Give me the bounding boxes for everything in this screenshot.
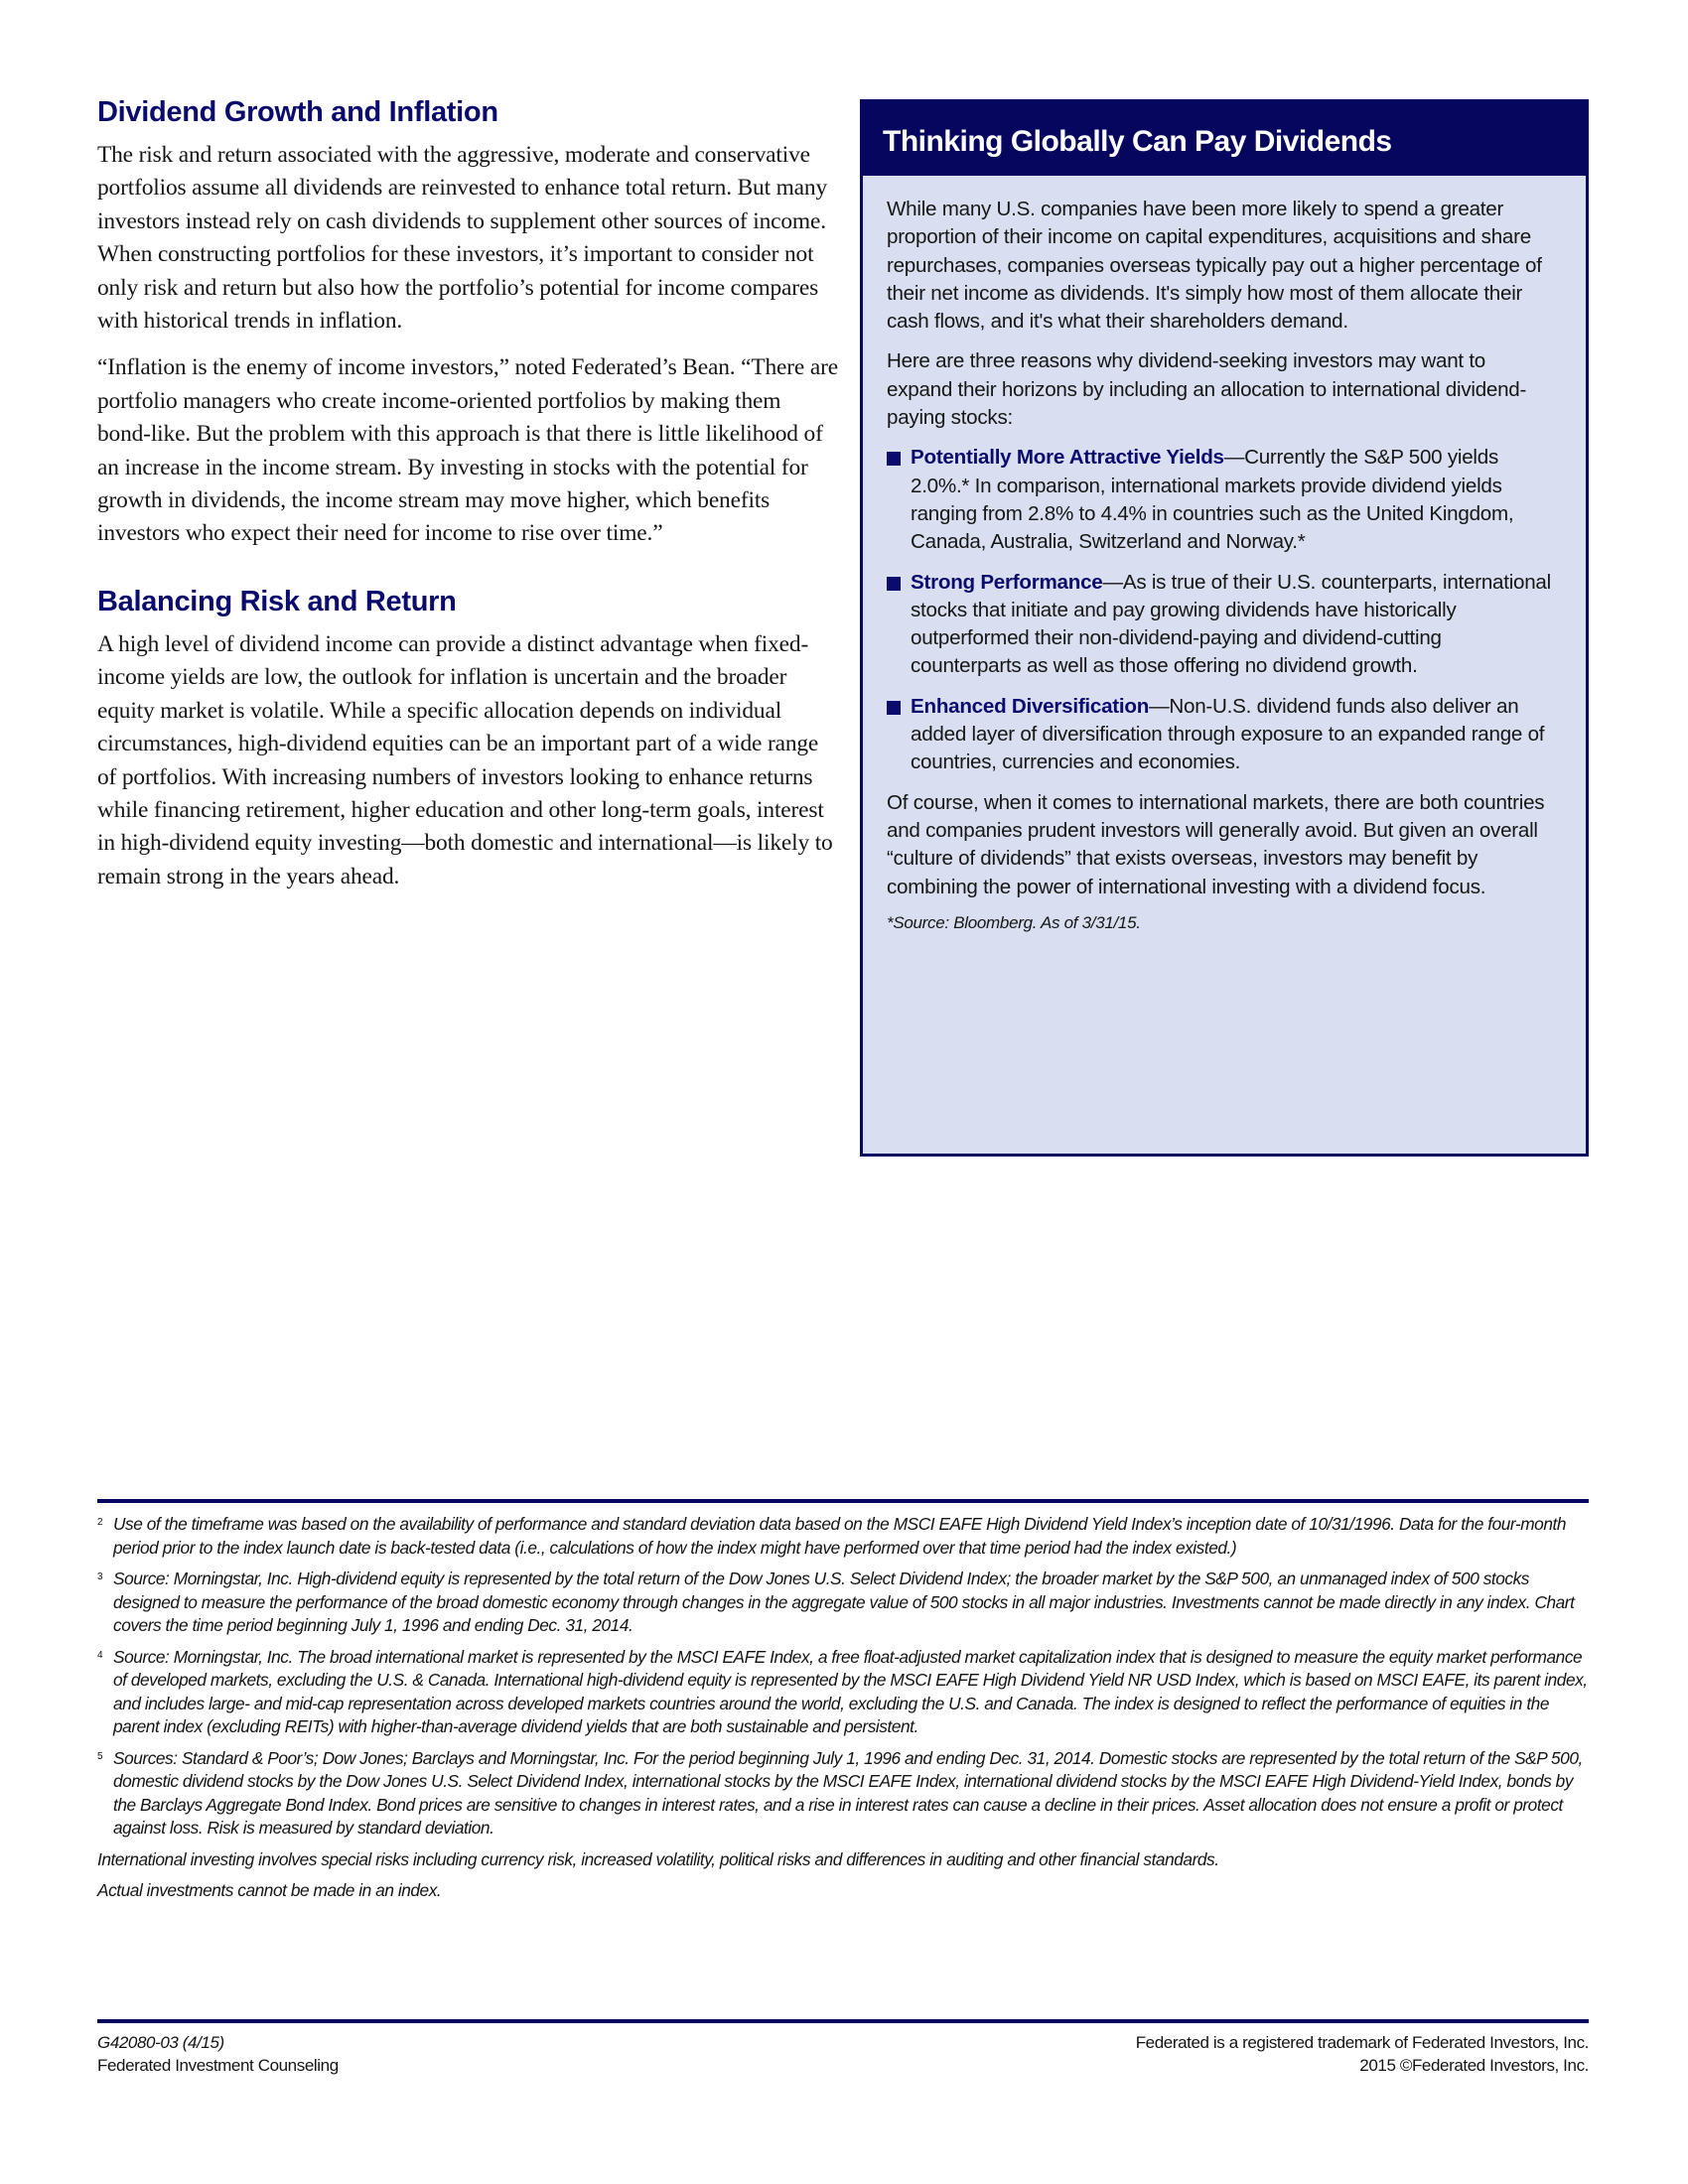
square-bullet-icon bbox=[887, 577, 901, 591]
footer-right bbox=[1136, 2031, 1589, 2077]
footnote-text: Source: Morningstar, Inc. High-dividend equity is represented by the total return of the Dow Jones U.S. Select Dividend Index; the broader market by the S&P 500, an unmanaged index of 500 stocks designed to measure the performance of the broad domestic economy through changes in the aggregate value of 500 stocks in all major industries. Investments cannot be made directly in any index. Chart covers the time period beginning July 1, 1996 and ending Dec. 31, 2014. bbox=[113, 1569, 1575, 1635]
company-name: Federated Investment Counseling bbox=[97, 2056, 339, 2075]
body-paragraph: A high level of dividend income can provide a distinct advantage when fixed-income yields are low, the outlook for inflation is uncertain and the broader equity market is volatile. While a specific allocation depends on individual circumstances, high-dividend equities can be an important part of a wide range of portfolios. With increasing numbers of investors looking to enhance returns while financing retirement, higher education and other long-term goals, interest in high-dividend equity investing—both domestic and international—is likely to remain strong in the years ahead. bbox=[97, 630, 833, 889]
sidebar-lead-in: Here are three reasons why dividend-seeking investors may want to expand their horizons by including an allocation to international dividend-paying stocks: bbox=[887, 349, 1527, 430]
footer-top-divider bbox=[97, 2019, 1589, 2023]
sidebar-bullet-item bbox=[887, 693, 1556, 777]
body-paragraph-quote: “Inflation is the enemy of income investors,” noted Federated’s Bean. “There are portfolio managers who create income-oriented portfolios by making them bond-like. But the problem with this approach is that there is little likelihood of an increase in the income stream. By investing in stocks with the potential for growth in dividends, the income stream may move higher, which benefits investors who expect their need for income to rise over time.” bbox=[97, 354, 838, 547]
bullet-title: Strong Performance bbox=[911, 570, 1103, 594]
page-footer bbox=[97, 2031, 1589, 2077]
bullet-text: —Currently the S&P 500 yields 2.0%.* In comparison, international markets provide dividend yields ranging from 2.8% to 4.4% in countries such as the United Kingdom, Canada, Australia, Switzerland and Norway.* bbox=[911, 446, 1514, 554]
document-code: G42080-03 (4/15) bbox=[97, 2033, 224, 2052]
footnote-number: 4 bbox=[97, 1649, 103, 1661]
section-heading-balancing-risk: Balancing Risk and Return bbox=[97, 585, 457, 617]
footnote bbox=[97, 1646, 1589, 1739]
footnote-number: 3 bbox=[97, 1571, 103, 1582]
footnote bbox=[97, 1568, 1589, 1638]
footnote-text: Use of the timeframe was based on the availability of performance and standard deviation data based on the MSCI EAFE High Dividend Yield Index’s inception date of 10/31/1996. Data for the four-month period prior to the index launch date is back-tested data (i.e., calculations of how the index might have performed over that time period had the index existed.) bbox=[113, 1514, 1566, 1558]
bullet-text: —Non-U.S. dividend funds also deliver an added layer of diversification through exposure to an expanded range of countries, currencies and economies. bbox=[911, 694, 1545, 774]
footnotes-top-divider bbox=[97, 1499, 1589, 1503]
footnote-text: Sources: Standard & Poor’s; Dow Jones; Barclays and Morningstar, Inc. For the period beginning July 1, 1996 and ending Dec. 31, 2014. Domestic stocks are represented by the total return of the S&P 500, domestic dividend stocks by the Dow Jones U.S. Select Dividend Index, international stocks by the MSCI EAFE Index, international dividend stocks by the MSCI EAFE High Dividend-Yield Index, bonds by the Barclays Aggregate Bond Index. Bond prices are sensitive to changes in interest rates, and a rise in interest rates can cause a decline in their prices. Asset allocation does not ensure a profit or protect against loss. Risk is measured by standard deviation. bbox=[113, 1747, 1583, 1838]
footnote bbox=[97, 1747, 1589, 1841]
disclaimer-international-risk: International investing involves special risks including currency risk, increased volatility, political risks and differences in auditing and other financial standards. bbox=[97, 1848, 1219, 1869]
left-column bbox=[97, 95, 838, 907]
section-heading-dividend-growth: Dividend Growth and Inflation bbox=[97, 96, 498, 128]
body-paragraph: The risk and return associated with the aggressive, moderate and conservative portfolios assume all dividends are reinvested to enhance total return. But many investors instead rely on cash dividends to supplement other sources of income. When constructing portfolios for these investors, it’s important to consider not only risk and return but also how the portfolio’s potential for income compares with historical trends in inflation. bbox=[97, 142, 827, 335]
sidebar-callout-box bbox=[860, 99, 1589, 1157]
sidebar-closing: Of course, when it comes to international markets, there are both countries and companies prudent investors will generally avoid. But given an overall “culture of dividends” that exists overseas, investors may benefit by combining the power of international investing with a dividend focus. bbox=[887, 790, 1545, 898]
sidebar-header-bar bbox=[863, 102, 1586, 176]
sidebar-body bbox=[863, 176, 1586, 933]
square-bullet-icon bbox=[887, 701, 901, 715]
bullet-title: Potentially More Attractive Yields bbox=[911, 446, 1224, 470]
footnote-number: 5 bbox=[97, 1750, 103, 1762]
sidebar-bullet-item bbox=[887, 444, 1556, 556]
footnote-text: Source: Morningstar, Inc. The broad international market is represented by the MSCI EAFE Index, a free float-adjusted market capitalization index that is designed to measure the equity market performance of developed markets, excluding the U.S. & Canada. International high-dividend equity is represented by the MSCI EAFE High Dividend Yield NR USD Index, which is based on MSCI EAFE, its parent index, and includes large- and mid-cap representation across developed markets countries around the world, excluding the U.S. and Canada. The index is designed to reflect the performance of equities in the parent index (excluding REITs) with higher-than-average dividend yields that are both sustainable and persistent. bbox=[113, 1646, 1588, 1736]
bullet-title: Enhanced Diversification bbox=[911, 694, 1150, 718]
footer-left bbox=[97, 2031, 339, 2077]
sidebar-source-note: *Source: Bloomberg. As of 3/31/15. bbox=[887, 912, 1141, 932]
disclaimer-index: Actual investments cannot be made in an index. bbox=[97, 1880, 442, 1900]
sidebar-bullet-item bbox=[887, 569, 1556, 681]
copyright-notice: 2015 ©Federated Investors, Inc. bbox=[1359, 2056, 1589, 2075]
footnote bbox=[97, 1513, 1589, 1560]
square-bullet-icon bbox=[887, 452, 901, 466]
trademark-notice: Federated is a registered trademark of Federated Investors, Inc. bbox=[1135, 2033, 1589, 2052]
footnotes-section bbox=[97, 1513, 1589, 1911]
bullet-text: —As is true of their U.S. counterparts, international stocks that initiate and pay growing dividends have historically outperformed their non-dividend-paying and dividend-cutting counterparts as well as those offering no dividend growth. bbox=[911, 570, 1551, 678]
footnote-number: 2 bbox=[97, 1517, 103, 1528]
sidebar-intro: While many U.S. companies have been more likely to spend a greater proportion of their income on capital expenditures, acquisitions and share repurchases, companies overseas typically pay out a higher percentage of their net income as dividends. It's simply how most of them allocate their cash flows, and it's what their shareholders demand. bbox=[887, 198, 1542, 334]
sidebar-title: Thinking Globally Can Pay Dividends bbox=[883, 125, 1392, 158]
